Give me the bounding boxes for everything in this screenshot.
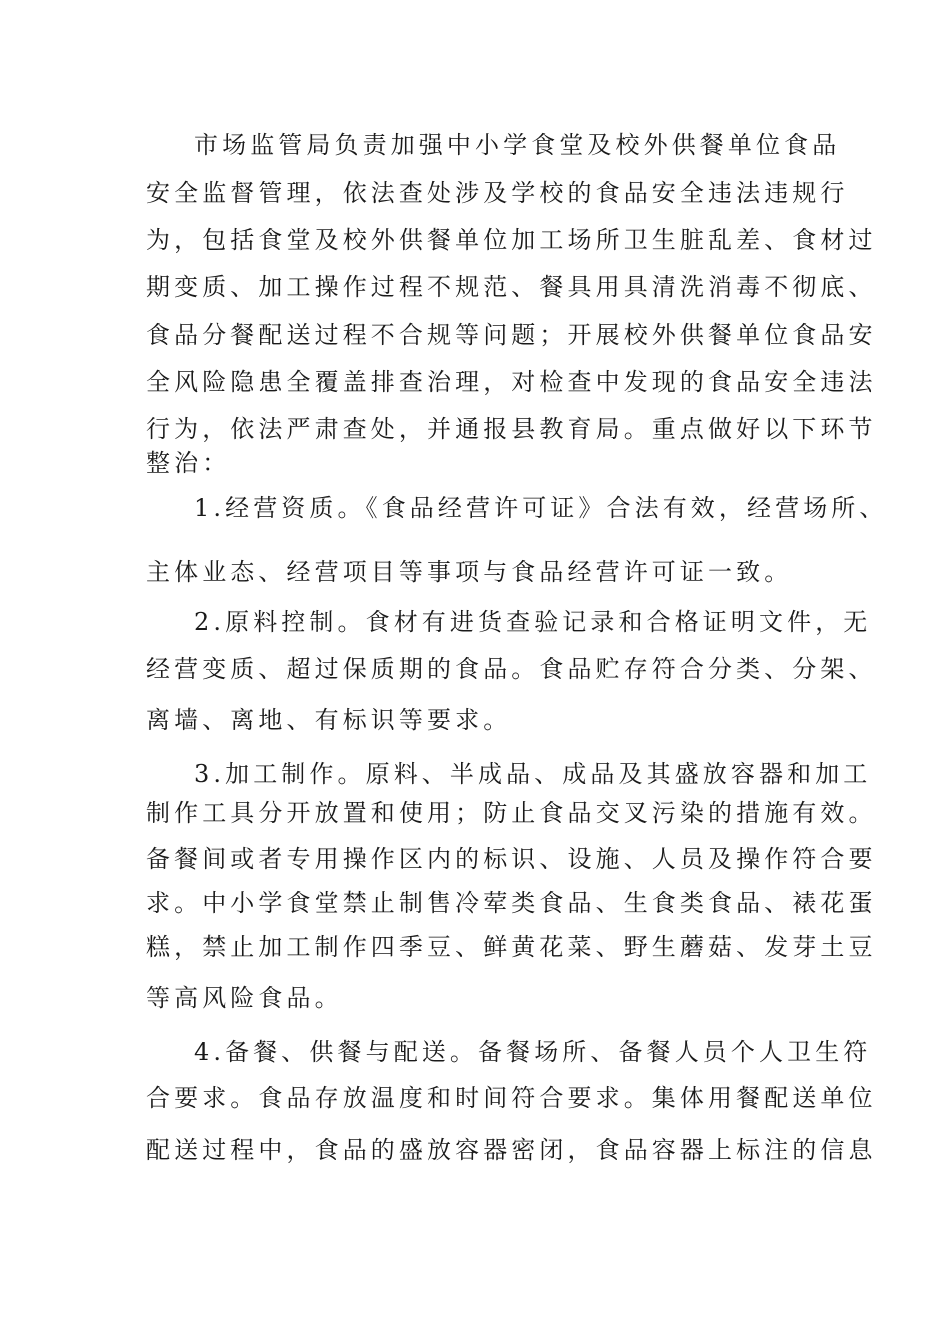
paragraph-line: 全风险隐患全覆盖排查治理，对检查中发现的食品安全违法 <box>146 368 877 396</box>
list-item-line: 等高风险食品。 <box>146 984 343 1012</box>
paragraph-line: 为，包括食堂及校外供餐单位加工场所卫生脏乱差、食材过 <box>146 226 877 254</box>
paragraph-line: 市场监管局负责加强中小学食堂及校外供餐单位食品 <box>194 131 841 159</box>
list-item-line: 配送过程中，食品的盛放容器密闭，食品容器上标注的信息 <box>146 1136 877 1164</box>
list-item-line: 合要求。食品存放温度和时间符合要求。集体用餐配送单位 <box>146 1084 877 1112</box>
list-item-line: 主体业态、经营项目等事项与食品经营许可证一致。 <box>146 558 793 586</box>
list-item-line: 备餐间或者专用操作区内的标识、设施、人员及操作符合要 <box>146 845 877 873</box>
paragraph-line: 安全监督管理，依法查处涉及学校的食品安全违法违规行 <box>146 179 849 207</box>
list-item-line: 1.经营资质。《食品经营许可证》合法有效，经营场所、 <box>194 494 888 522</box>
list-item-line: 2.原料控制。食材有进货查验记录和合格证明文件，无 <box>194 608 872 636</box>
list-item-line: 求。中小学食堂禁止制售冷荤类食品、生食类食品、裱花蛋 <box>146 889 877 917</box>
paragraph-line: 整治： <box>146 449 231 477</box>
list-item-line: 经营变质、超过保质期的食品。食品贮存符合分类、分架、 <box>146 655 877 683</box>
list-item-line: 糕，禁止加工制作四季豆、鲜黄花菜、野生蘑菇、发芽土豆 <box>146 933 877 961</box>
list-item-line: 制作工具分开放置和使用；防止食品交叉污染的措施有效。 <box>146 799 877 827</box>
paragraph-line: 行为，依法严肃查处，并通报县教育局。重点做好以下环节 <box>146 415 877 443</box>
paragraph-line: 食品分餐配送过程不合规等问题；开展校外供餐单位食品安 <box>146 321 877 349</box>
list-item-line: 3.加工制作。原料、半成品、成品及其盛放容器和加工 <box>194 760 872 788</box>
paragraph-line: 期变质、加工操作过程不规范、餐具用具清洗消毒不彻底、 <box>146 273 877 301</box>
list-item-line: 4.备餐、供餐与配送。备餐场所、备餐人员个人卫生符 <box>194 1038 872 1066</box>
list-item-line: 离墙、离地、有标识等要求。 <box>146 706 512 734</box>
